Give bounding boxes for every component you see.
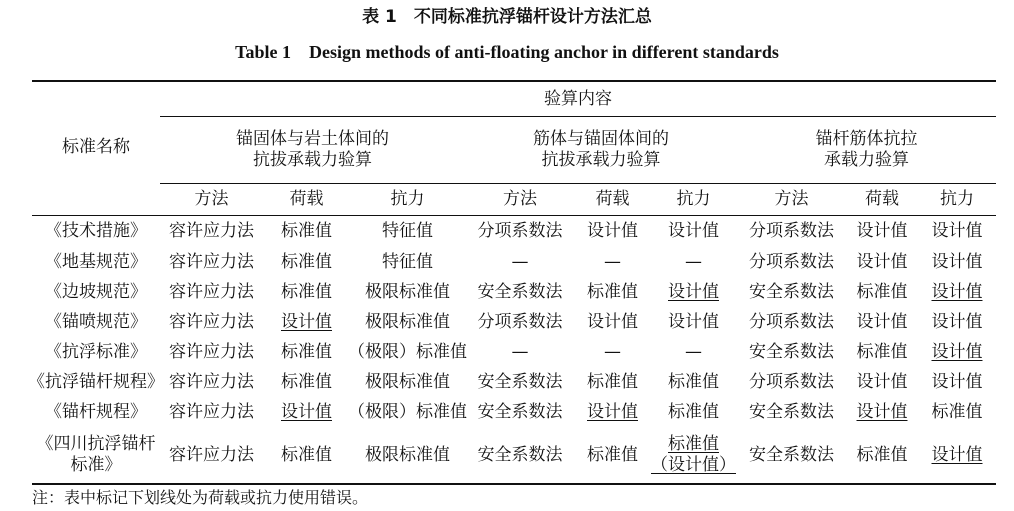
- table-cell: 标准值: [281, 444, 332, 465]
- table-cell: 设计值: [668, 220, 719, 241]
- header-group-3: 锚杆筋体抗拉 承载力验算: [815, 129, 918, 170]
- table-cell: 标准值: [856, 281, 908, 302]
- table-cell: 容许应力法: [169, 371, 254, 392]
- table-cell: 标准值: [856, 341, 908, 362]
- table-cell: 标准值: [587, 371, 638, 392]
- table-caption-cn: 表 1 不同标准抗浮锚杆设计方法汇总: [362, 7, 652, 27]
- table-cell: 标准值: [587, 444, 638, 465]
- table-cell: 容许应力法: [169, 401, 254, 422]
- table-cell: 安全系数法: [477, 401, 563, 422]
- table-cell: 标准值: [668, 401, 719, 422]
- table-cell: 安全系数法: [749, 281, 834, 302]
- header-group-2: 筋体与锚固体间的 抗拔承载力验算: [533, 129, 669, 170]
- table-cell: 设计值: [668, 281, 719, 302]
- standard-name-cell: 《地基规范》: [45, 251, 147, 272]
- table-cell: 标准值 （设计值）: [651, 434, 736, 475]
- table-cell: 设计值: [856, 401, 908, 422]
- standard-name-cell: 《锚杆规程》: [45, 401, 147, 422]
- table-cell: 容许应力法: [169, 341, 254, 362]
- table-cell: 设计值: [856, 371, 908, 392]
- table-cell: 标准值: [931, 401, 983, 422]
- table-cell: 极限标准值: [365, 281, 450, 302]
- table-cell: （极限）标准值: [348, 341, 467, 362]
- standard-name-cell: 《技术措施》: [45, 220, 147, 241]
- table-cell: 极限标准值: [365, 371, 450, 392]
- table-cell: 特征值: [382, 251, 433, 272]
- table-cell: 标准值: [281, 220, 332, 241]
- table-cell: 设计值: [281, 401, 332, 422]
- standard-name-cell: 《锚喷规范》: [45, 311, 147, 332]
- table-cell: —: [685, 341, 702, 362]
- table-cell: 分项系数法: [749, 371, 834, 392]
- table-footnote: 注：表中标记下划线处为荷载或抗力使用错误。: [32, 488, 369, 507]
- header-sub-load: 荷载: [865, 188, 899, 209]
- table-cell: 设计值: [587, 311, 638, 332]
- table-cell: 设计值: [668, 311, 719, 332]
- standard-name-cell: 《四川抗浮锚杆 标准》: [36, 434, 156, 475]
- table-cell: 分项系数法: [749, 220, 834, 241]
- table-cell: 标准值: [281, 341, 332, 362]
- table-cell: 容许应力法: [169, 251, 254, 272]
- table-cell: 容许应力法: [169, 444, 254, 465]
- table-cell: 设计值: [931, 281, 983, 302]
- standard-name-cell: 《边坡规范》: [45, 281, 147, 302]
- table-cell: 安全系数法: [749, 444, 834, 465]
- table-cell: —: [604, 341, 621, 362]
- table-cell: 特征值: [382, 220, 433, 241]
- header-check-content: 验算内容: [544, 88, 612, 109]
- table-cell: 标准值: [856, 444, 908, 465]
- table-cell: 极限标准值: [365, 444, 450, 465]
- table-cell: 设计值: [931, 444, 983, 465]
- table-cell: 标准值: [281, 281, 332, 302]
- table-caption-en: Table 1 Design methods of anti-floating anchor in different standards: [235, 42, 779, 62]
- subheader-rule-1: [160, 116, 996, 117]
- table-cell: 容许应力法: [169, 281, 254, 302]
- table-cell: 设计值: [856, 220, 908, 241]
- header-sub-method: 方法: [503, 188, 537, 209]
- table-cell: —: [685, 251, 702, 272]
- table-cell: 容许应力法: [169, 311, 254, 332]
- standard-name-cell: 《抗浮标准》: [45, 341, 147, 362]
- table-cell: 安全系数法: [749, 401, 834, 422]
- table-cell: —: [511, 341, 529, 362]
- table-cell: 安全系数法: [477, 281, 563, 302]
- header-sub-method: 方法: [194, 188, 229, 209]
- table-cell: 设计值: [931, 341, 983, 362]
- table-cell: 设计值: [587, 220, 638, 241]
- header-sub-load: 荷载: [595, 188, 630, 209]
- table-cell: 标准值: [587, 281, 638, 302]
- table-cell: 设计值: [856, 251, 908, 272]
- table-cell: 安全系数法: [749, 341, 834, 362]
- table-cell: 标准值: [281, 371, 332, 392]
- table-cell: 设计值: [931, 251, 983, 272]
- top-rule: [32, 80, 996, 82]
- header-sub-load: 荷载: [289, 188, 324, 209]
- table-cell: 设计值: [931, 371, 983, 392]
- header-standard-name: 标准名称: [62, 137, 130, 157]
- table-cell: （极限）标准值: [348, 401, 467, 422]
- header-sub-resistance: 抗力: [940, 188, 974, 209]
- table-cell: 分项系数法: [749, 251, 834, 272]
- table-cell: 分项系数法: [749, 311, 834, 332]
- header-sub-resistance: 抗力: [390, 188, 425, 209]
- table-cell: 安全系数法: [477, 444, 563, 465]
- table-cell: 标准值: [668, 371, 719, 392]
- table-cell: 容许应力法: [169, 220, 254, 241]
- table-cell: 设计值: [587, 401, 638, 422]
- header-sub-method: 方法: [774, 188, 809, 209]
- table-cell: 分项系数法: [477, 220, 563, 241]
- table-cell: 极限标准值: [365, 311, 450, 332]
- table-cell: 标准值: [281, 251, 332, 272]
- table-cell: 设计值: [281, 311, 332, 332]
- table-cell: 设计值: [931, 311, 983, 332]
- header-sub-resistance: 抗力: [676, 188, 711, 209]
- table-cell: 设计值: [856, 311, 908, 332]
- table-cell: 安全系数法: [477, 371, 563, 392]
- table-cell: 设计值: [931, 220, 983, 241]
- table-cell: —: [604, 251, 621, 272]
- table-cell: —: [511, 251, 529, 272]
- header-group-1: 锚固体与岩土体间的 抗拔承载力验算: [236, 129, 389, 170]
- table-cell: 分项系数法: [477, 311, 563, 332]
- standard-name-cell: 《抗浮锚杆规程》: [28, 371, 164, 392]
